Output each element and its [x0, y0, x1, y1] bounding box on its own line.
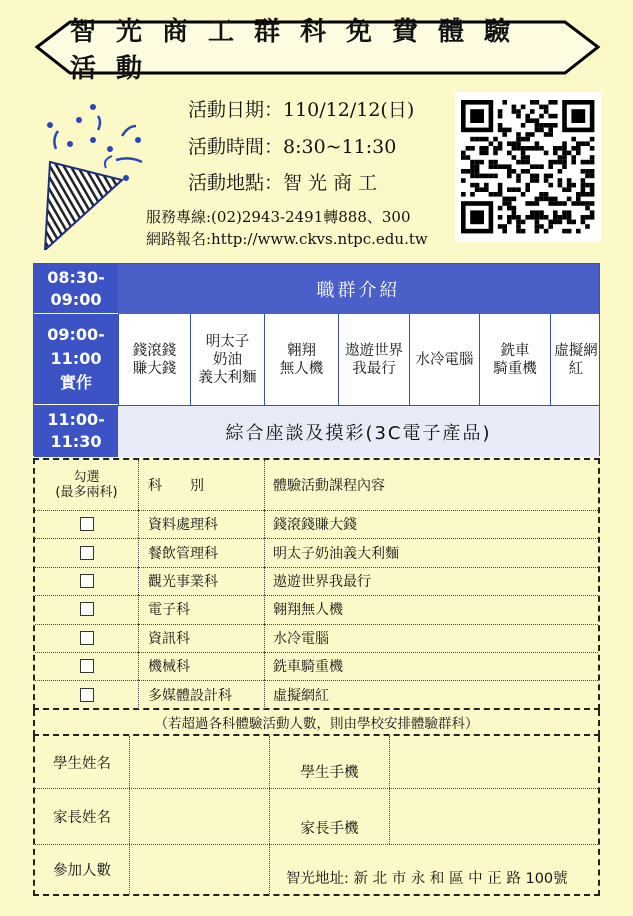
- dept-name: 資料處理科: [138, 510, 265, 538]
- department-selection-table: [33, 458, 600, 710]
- check-header: 勾選 (最多兩科): [35, 460, 139, 510]
- course-name-line: 賺大錢: [132, 360, 177, 377]
- course-content: 虛擬網紅: [273, 687, 329, 704]
- student-phone-field[interactable]: [390, 736, 598, 788]
- table-row: [35, 624, 598, 653]
- applicant-info-table: [33, 736, 600, 896]
- course-cell: [264, 314, 338, 405]
- time-slot-1: 08:30- 09:00: [34, 264, 118, 314]
- course-name-line: 銑車: [500, 342, 530, 359]
- course-content: 銑車騎重機: [273, 659, 343, 676]
- select-checkbox-cell: [35, 538, 139, 566]
- session-intro: 職群介紹: [118, 264, 599, 314]
- content-header: 體驗活動課程內容: [273, 478, 385, 494]
- attendees-label: 參加人數: [35, 844, 130, 894]
- dept-name: 觀光事業科: [138, 567, 265, 595]
- student-row: [35, 736, 598, 789]
- table-row: [35, 538, 598, 567]
- course-name-line: 我最行: [352, 360, 396, 377]
- select-checkbox[interactable]: [80, 517, 94, 531]
- course-name-line: 水冷電腦: [415, 351, 474, 368]
- select-checkbox[interactable]: [80, 546, 94, 560]
- student-phone-label: 學生手機: [270, 736, 390, 788]
- dept-name: 機械科: [138, 652, 265, 680]
- course-name-line: 遨遊世界: [345, 342, 403, 359]
- event-time: 活動時間：8:30~11:30: [188, 136, 397, 158]
- course-cell: [479, 314, 550, 405]
- course-cell: [338, 314, 409, 405]
- select-checkbox[interactable]: [80, 659, 94, 673]
- school-address: 智光地址: 新 北 市 永 和 區 中 正 路 100號: [286, 871, 568, 887]
- course-name-line: 明太子: [205, 333, 250, 350]
- signup-url[interactable]: 網路報名:http://www.ckvs.ntpc.edu.tw: [146, 230, 428, 248]
- course-name-line: 奶油: [213, 351, 242, 368]
- dept-name: 多媒體設計科: [138, 680, 265, 708]
- parent-phone-field[interactable]: [390, 788, 598, 844]
- select-checkbox-cell: [35, 652, 139, 680]
- course-cell: [118, 314, 190, 405]
- select-checkbox[interactable]: [80, 631, 94, 645]
- event-place: 活動地點：智 光 商 工: [188, 172, 378, 194]
- session-forum: 綜合座談及摸彩(3C電子產品): [118, 405, 599, 457]
- course-name-line: 義大利麵: [198, 369, 257, 386]
- course-content: 錢滾錢賺大錢: [273, 517, 357, 534]
- event-date: 活動日期：110/12/12(日): [188, 99, 415, 121]
- student-name-field[interactable]: [130, 736, 270, 788]
- select-checkbox[interactable]: [80, 574, 94, 588]
- course-content: 翱翔無人機: [273, 602, 343, 619]
- table-row: [35, 510, 598, 539]
- dept-header: 科 別: [138, 460, 265, 510]
- select-checkbox-cell: [35, 510, 139, 538]
- course-name-line: 虛擬網紅: [554, 342, 598, 377]
- form-header-row: [35, 460, 598, 511]
- service-phone: 服務專線:(02)2943-2491轉888、300: [146, 208, 411, 226]
- course-cell: [550, 314, 601, 405]
- table-row: [35, 595, 598, 624]
- course-content: 遨遊世界我最行: [273, 573, 371, 590]
- dept-name: 餐飲管理科: [138, 538, 265, 566]
- course-name-line: 翱翔: [287, 342, 316, 359]
- course-name-line: 無人機: [279, 360, 324, 377]
- select-checkbox-cell: [35, 680, 139, 708]
- schedule-table: [33, 263, 600, 456]
- student-name-label: 學生姓名: [35, 736, 130, 788]
- course-content: 水冷電腦: [273, 630, 329, 647]
- parent-phone-label: 家長手機: [270, 788, 390, 844]
- time-slot-2: 09:00- 11:00 實作: [34, 314, 118, 405]
- attendees-field[interactable]: [130, 844, 270, 894]
- course-cell: [190, 314, 264, 405]
- parent-name-field[interactable]: [130, 788, 270, 844]
- course-name-line: 騎重機: [493, 360, 537, 377]
- selection-note: （若超過各科體驗活動人數，則由學校安排體驗群科）: [33, 710, 600, 736]
- course-content: 明太子奶油義大利麵: [273, 545, 399, 562]
- select-checkbox-cell: [35, 567, 139, 595]
- table-row: [35, 652, 598, 681]
- table-row: [35, 567, 598, 596]
- page-title: 智光商工群科免費體驗活動: [70, 17, 531, 84]
- party-popper-icon: [38, 100, 148, 250]
- select-checkbox[interactable]: [80, 688, 94, 702]
- select-checkbox[interactable]: [80, 602, 94, 616]
- select-checkbox-cell: [35, 624, 139, 652]
- parent-row: [35, 788, 598, 845]
- course-name-line: 錢滾錢: [132, 342, 177, 359]
- select-checkbox-cell: [35, 595, 139, 623]
- dept-name: 資訊科: [138, 624, 265, 652]
- table-row: [35, 680, 598, 708]
- dept-name: 電子科: [138, 595, 265, 623]
- attendees-row: [35, 844, 598, 894]
- parent-name-label: 家長姓名: [35, 788, 130, 844]
- qr-code-icon[interactable]: [455, 92, 601, 242]
- time-slot-3: 11:00- 11:30: [34, 405, 118, 457]
- course-cell: [409, 314, 479, 405]
